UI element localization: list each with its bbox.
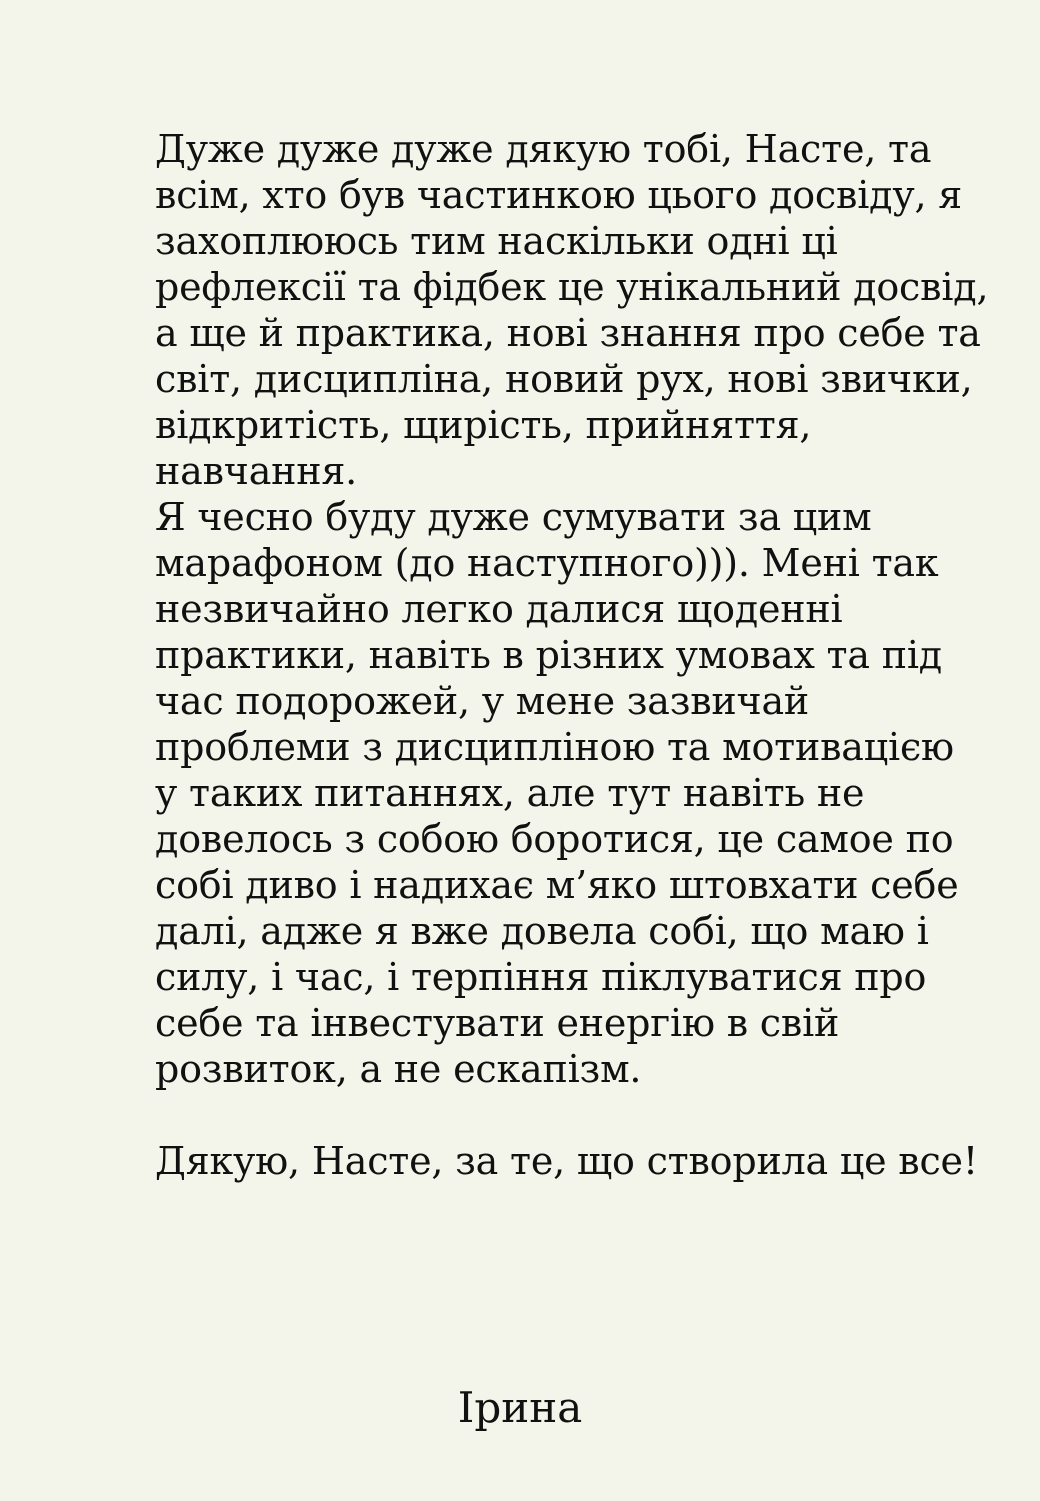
text-line: проблеми з дисципліною та мотивацією (155, 725, 954, 769)
text-line: силу, і час, і терпіння піклуватися про (155, 955, 927, 999)
text-line: всім, хто був частинкою цього досвіду, я (155, 173, 963, 217)
text-line: марафоном (до наступного))). Мені так (155, 541, 939, 585)
text-line: навчання. (155, 449, 358, 493)
paragraph-2 (155, 494, 959, 1092)
text-line: Я чесно буду дуже сумувати за цим (155, 495, 872, 539)
text-line: захоплююсь тим наскільки одні ці (155, 219, 838, 263)
text-line: далі, адже я вже довела собі, що маю і (155, 909, 929, 953)
text-line: довелось з собою боротися, це самое по (155, 817, 954, 861)
text-line: світ, дисципліна, новий рух, нові звички, (155, 357, 973, 401)
text-line: час подорожей, у мене зазвичай (155, 679, 810, 723)
text-line: рефлексії та фідбек це унікальний досвід, (155, 265, 989, 309)
text-line: відкритість, щирість, прийняття, (155, 403, 812, 447)
text-line: а ще й практика, нові знання про себе та (155, 311, 981, 355)
signature: Ірина (457, 1383, 583, 1432)
closing-line: Дякую, Насте, за те, що створила це все! (155, 1139, 978, 1183)
text-line: розвиток, а не ескапізм. (155, 1047, 642, 1091)
letter-body (155, 126, 989, 1184)
text-line: незвичайно легко далися щоденні (155, 587, 843, 631)
paragraph-gap (155, 1092, 915, 1138)
text-line: себе та інвестувати енергію в свій (155, 1001, 840, 1045)
paragraph-1 (155, 126, 989, 494)
text-line: собі диво і надихає м’яко штовхати себе (155, 863, 959, 907)
text-line: у таких питаннях, але тут навіть не (155, 771, 865, 815)
text-line: практики, навіть в різних умовах та під (155, 633, 942, 677)
text-line: Дуже дуже дуже дякую тобі, Насте, та (155, 127, 932, 171)
